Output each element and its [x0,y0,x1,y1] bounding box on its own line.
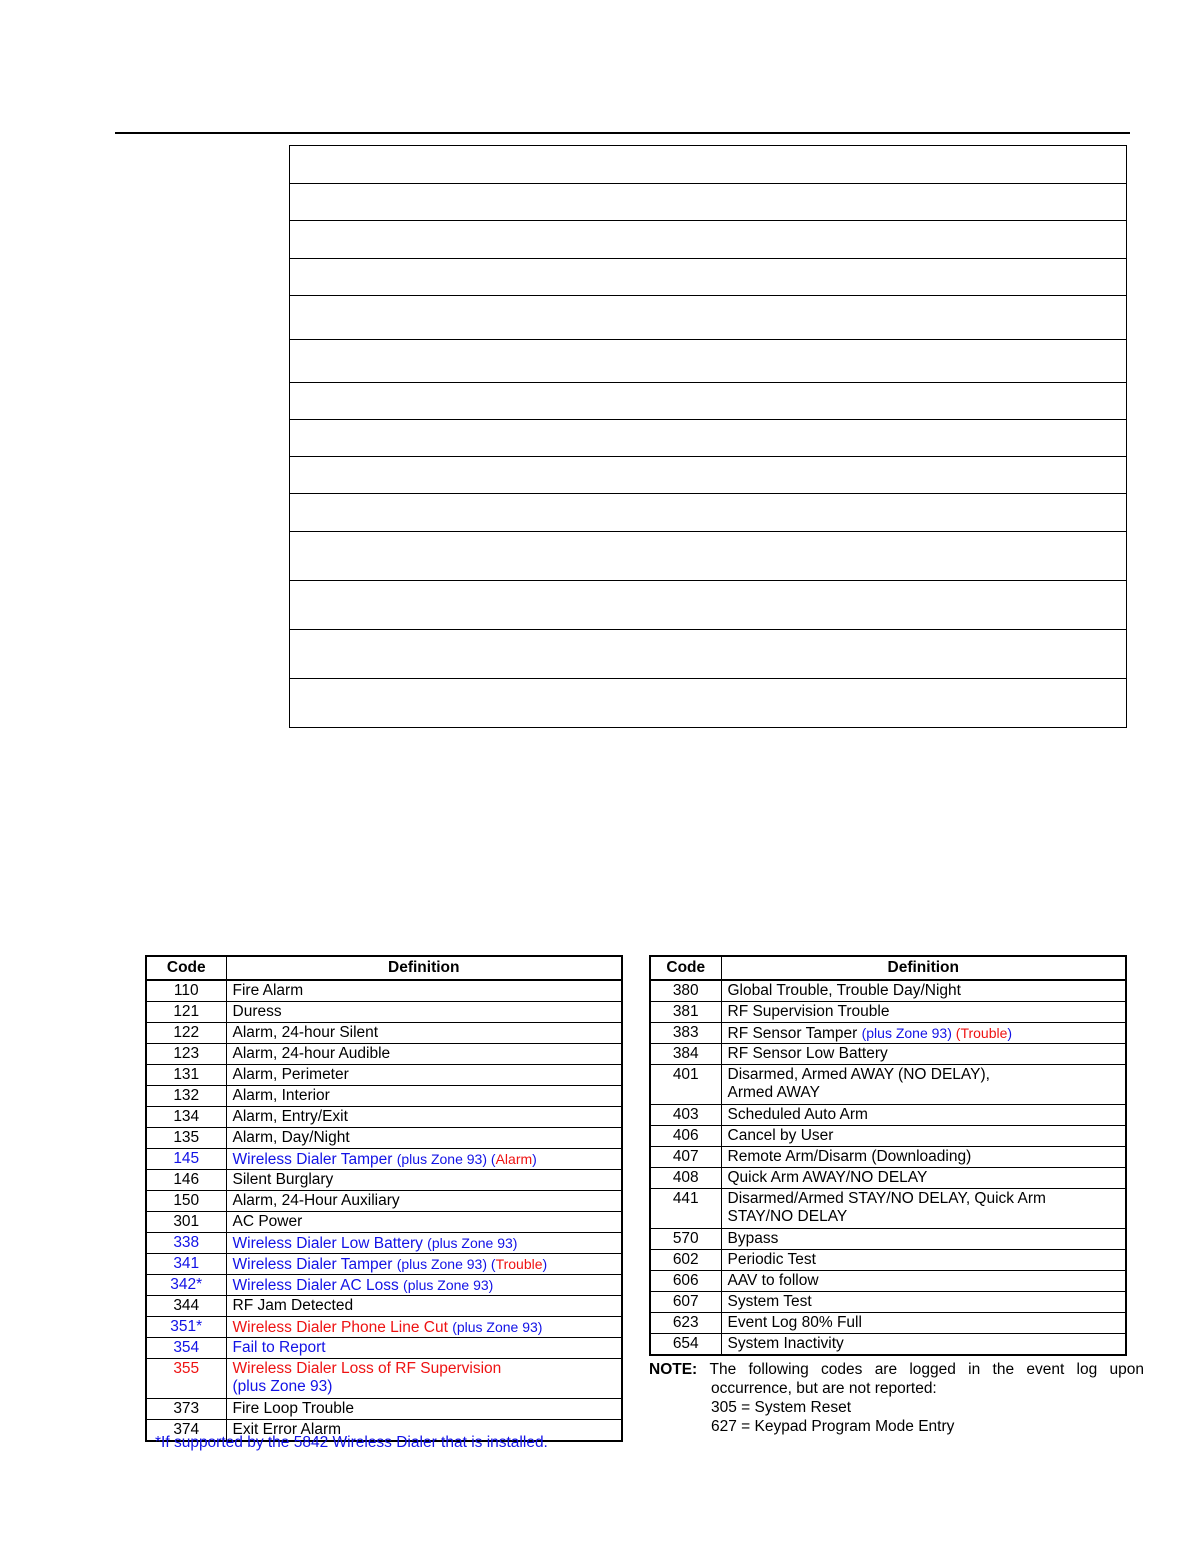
definition-cell [226,1254,622,1275]
note-word: in [968,1361,981,1378]
table-row [146,1107,622,1128]
blank-row [290,259,1127,296]
definition-cell [721,1044,1126,1065]
table-row [146,1191,622,1212]
left-header-row [146,956,622,980]
definition-text: Scheduled Auto Arm [727,1106,868,1123]
blank-row [290,679,1127,728]
definition-text: STAY/NO DELAY [727,1208,848,1225]
definition-text: Event Log 80% Full [727,1314,862,1331]
definition-text: System Inactivity [727,1335,844,1352]
definition-text: System Test [727,1293,812,1310]
definition-text: Trouble [960,1025,1008,1041]
table-row [650,1229,1126,1250]
table-row [146,1170,622,1191]
code-cell: 145 [146,1149,226,1170]
definition-cell [226,1338,622,1359]
note-word: log [1076,1361,1098,1378]
table-row [146,1254,622,1275]
definition-text: Silent Burglary [232,1171,334,1188]
definition-cell [226,1296,622,1317]
definition-cell [721,980,1126,1002]
right-table-body [650,980,1126,1355]
definition-text: RF Jam Detected [232,1297,354,1314]
definition-text: Cancel by User [727,1127,834,1144]
blank-row [290,420,1127,457]
blank-row [290,630,1127,679]
definition-text: Trouble [495,1256,543,1272]
table-row [146,1233,622,1254]
code-cell: 401 [650,1065,721,1105]
blank-row [290,383,1127,420]
table-row [146,1338,622,1359]
definition-text: Alarm, Day/Night [232,1129,350,1146]
definition-text: ) [1007,1025,1013,1041]
definition-text: Alarm, Interior [232,1087,330,1104]
definition-text: Alarm [495,1151,533,1167]
definition-text: Fire Loop Trouble [232,1400,354,1417]
code-cell: 354 [146,1338,226,1359]
definition-text: Alarm, 24-hour Audible [232,1045,391,1062]
definition-cell [226,1149,622,1170]
note-line-2: occurrence, but are not reported: [711,1380,937,1397]
table-row [650,1002,1126,1023]
definition-cell [226,1399,622,1420]
table-row [146,1065,622,1086]
left-code-table [145,955,623,1442]
definition-text: Wireless Dialer Tamper [232,1256,397,1273]
definition-cell [721,1250,1126,1271]
note-word: are [874,1361,898,1378]
left-table-body [146,980,622,1441]
definition-cell [721,1105,1126,1126]
code-cell: 301 [146,1212,226,1233]
definition-cell [721,1065,1126,1105]
definition-text: Disarmed/Armed STAY/NO DELAY, Quick Arm [727,1190,1046,1207]
table-row [146,1044,622,1065]
table-row [146,1296,622,1317]
table-row [146,1317,622,1338]
code-cell: 344 [146,1296,226,1317]
code-cell: 355 [146,1359,226,1399]
table-row [146,1086,622,1107]
code-cell: 374 [146,1420,226,1442]
definition-cell [226,1359,622,1399]
definition-cell [721,1023,1126,1044]
note-line-4: 627 = Keypad Program Mode Entry [711,1418,955,1435]
code-cell: 121 [146,1002,226,1023]
blank-row [290,221,1127,259]
code-cell: 381 [650,1002,721,1023]
definition-cell [226,1212,622,1233]
definition-text: Alarm, Entry/Exit [232,1108,348,1125]
table-row [146,1359,622,1399]
definition-text: (plus Zone 93) [396,1151,491,1167]
blank-form-table [289,145,1127,728]
code-cell: 135 [146,1128,226,1149]
definition-text: Wireless Dialer Loss of RF Supervision [232,1360,502,1377]
table-row [650,1250,1126,1271]
definition-text: Wireless Dialer Tamper [232,1151,397,1168]
code-cell: 150 [146,1191,226,1212]
definition-header: Definition [721,956,1126,980]
note-word: upon [1109,1361,1144,1378]
code-cell: 607 [650,1292,721,1313]
definition-text: (plus Zone 93) [452,1319,543,1335]
blank-row [290,494,1127,532]
code-cell: 341 [146,1254,226,1275]
definition-cell [721,1168,1126,1189]
table-row [650,1044,1126,1065]
table-row [650,1065,1126,1105]
definition-cell [226,1233,622,1254]
table-row [650,1126,1126,1147]
header-rule [115,132,1130,134]
definition-text: RF Supervision Trouble [727,1003,890,1020]
code-cell: 338 [146,1233,226,1254]
code-header: Code [650,956,721,980]
definition-text: Fire Alarm [232,982,304,999]
note-word: The [709,1361,737,1378]
blank-row [290,296,1127,340]
code-cell: 373 [146,1399,226,1420]
note-word: event [1026,1361,1065,1378]
definition-text: Wireless Dialer AC Loss [232,1277,404,1294]
definition-text: Remote Arm/Disarm (Downloading) [727,1148,972,1165]
blank-row [290,457,1127,494]
note-word: codes [821,1361,863,1378]
definition-text: ( [490,1151,496,1167]
definition-cell [721,1229,1126,1250]
definition-cell [226,1065,622,1086]
definition-cell [721,1292,1126,1313]
definition-text: AAV to follow [727,1272,819,1289]
table-row [146,1002,622,1023]
table-row [146,1399,622,1420]
definition-cell [721,1126,1126,1147]
code-cell: 406 [650,1126,721,1147]
definition-text: RF Sensor Low Battery [727,1045,888,1062]
definition-cell [226,1086,622,1107]
definition-text: (plus Zone 93) [861,1025,956,1041]
definition-cell [226,1191,622,1212]
table-row [146,1212,622,1233]
code-cell: 146 [146,1170,226,1191]
code-cell: 380 [650,980,721,1002]
definition-text: Armed AWAY [727,1084,820,1101]
note-word: logged [909,1361,956,1378]
table-row [146,1128,622,1149]
code-cell: 351* [146,1317,226,1338]
definition-cell [226,980,622,1002]
definition-cell [721,1271,1126,1292]
definition-text: Disarmed, Armed AWAY (NO DELAY), [727,1066,990,1083]
definition-cell [226,1044,622,1065]
definition-text: Alarm, 24-hour Silent [232,1024,379,1041]
definition-text: Duress [232,1003,282,1020]
table-row [650,1023,1126,1044]
definition-text: RF Sensor Tamper [727,1025,862,1042]
table-row [146,1149,622,1170]
code-cell: 131 [146,1065,226,1086]
definition-text: Wireless Dialer Low Battery [232,1235,428,1252]
definition-cell [226,1002,622,1023]
code-cell: 408 [650,1168,721,1189]
code-cell: 654 [650,1334,721,1356]
code-cell: 132 [146,1086,226,1107]
note-line-3: 305 = System Reset [711,1399,851,1416]
definition-cell [226,1023,622,1044]
definition-text: Global Trouble, Trouble Day/Night [727,982,961,999]
table-row [650,1271,1126,1292]
table-row [650,1313,1126,1334]
definition-cell [226,1170,622,1191]
definition-text: (plus Zone 93) [232,1378,333,1395]
footnote: *If supported by the 5842 Wireless Dialer that is installed. [155,1434,548,1451]
definition-cell [226,1275,622,1296]
note-line-1 [649,1360,1144,1379]
code-cell: 407 [650,1147,721,1168]
definition-text: Bypass [727,1230,779,1247]
blank-row [290,581,1127,630]
note-label: NOTE: [649,1361,698,1378]
code-cell: 602 [650,1250,721,1271]
definition-cell [721,1147,1126,1168]
code-cell: 441 [650,1189,721,1229]
definition-text: Alarm, Perimeter [232,1066,349,1083]
table-row [650,1147,1126,1168]
note-word: the [992,1361,1015,1378]
code-cell: 123 [146,1044,226,1065]
definition-text: Quick Arm AWAY/NO DELAY [727,1169,928,1186]
right-code-table [649,955,1127,1356]
table-row [146,1275,622,1296]
note-word: following [748,1361,809,1378]
definition-text: (plus Zone 93) [427,1235,518,1251]
code-header: Code [146,956,226,980]
code-cell: 383 [650,1023,721,1044]
blank-row [290,532,1127,581]
definition-cell [226,1128,622,1149]
definition-text: Fail to Report [232,1339,326,1356]
definition-text: (plus Zone 93) [403,1277,494,1293]
table-row [650,980,1126,1002]
code-cell: 134 [146,1107,226,1128]
blank-row [290,146,1127,184]
table-row [146,980,622,1002]
code-cell: 570 [650,1229,721,1250]
definition-text: ) [542,1256,548,1272]
table-row [650,1168,1126,1189]
code-cell: 403 [650,1105,721,1126]
table-row [650,1292,1126,1313]
definition-text: Periodic Test [727,1251,816,1268]
code-cell: 342* [146,1275,226,1296]
definition-cell [226,1317,622,1338]
definition-text: Exit Error Alarm [232,1421,342,1438]
definition-header: Definition [226,956,622,980]
definition-text: Alarm, 24-Hour Auxiliary [232,1192,400,1209]
code-cell: 110 [146,980,226,1002]
definition-cell [721,1002,1126,1023]
definition-text: ( [955,1025,961,1041]
code-cell: 122 [146,1023,226,1044]
table-row [650,1334,1126,1356]
blank-row [290,340,1127,383]
table-row [650,1105,1126,1126]
definition-text: Wireless Dialer Phone Line Cut [232,1319,453,1336]
definition-cell [721,1189,1126,1229]
definition-text: (plus Zone 93) ( [396,1256,496,1272]
definition-cell [226,1107,622,1128]
right-header-row [650,956,1126,980]
note-block [649,1360,1144,1436]
blank-row [290,184,1127,221]
code-cell: 623 [650,1313,721,1334]
code-cell: 606 [650,1271,721,1292]
definition-cell [721,1313,1126,1334]
table-row [146,1023,622,1044]
code-cell: 384 [650,1044,721,1065]
table-row [650,1189,1126,1229]
definition-cell [721,1334,1126,1356]
definition-text: ) [532,1151,537,1167]
definition-text: AC Power [232,1213,303,1230]
